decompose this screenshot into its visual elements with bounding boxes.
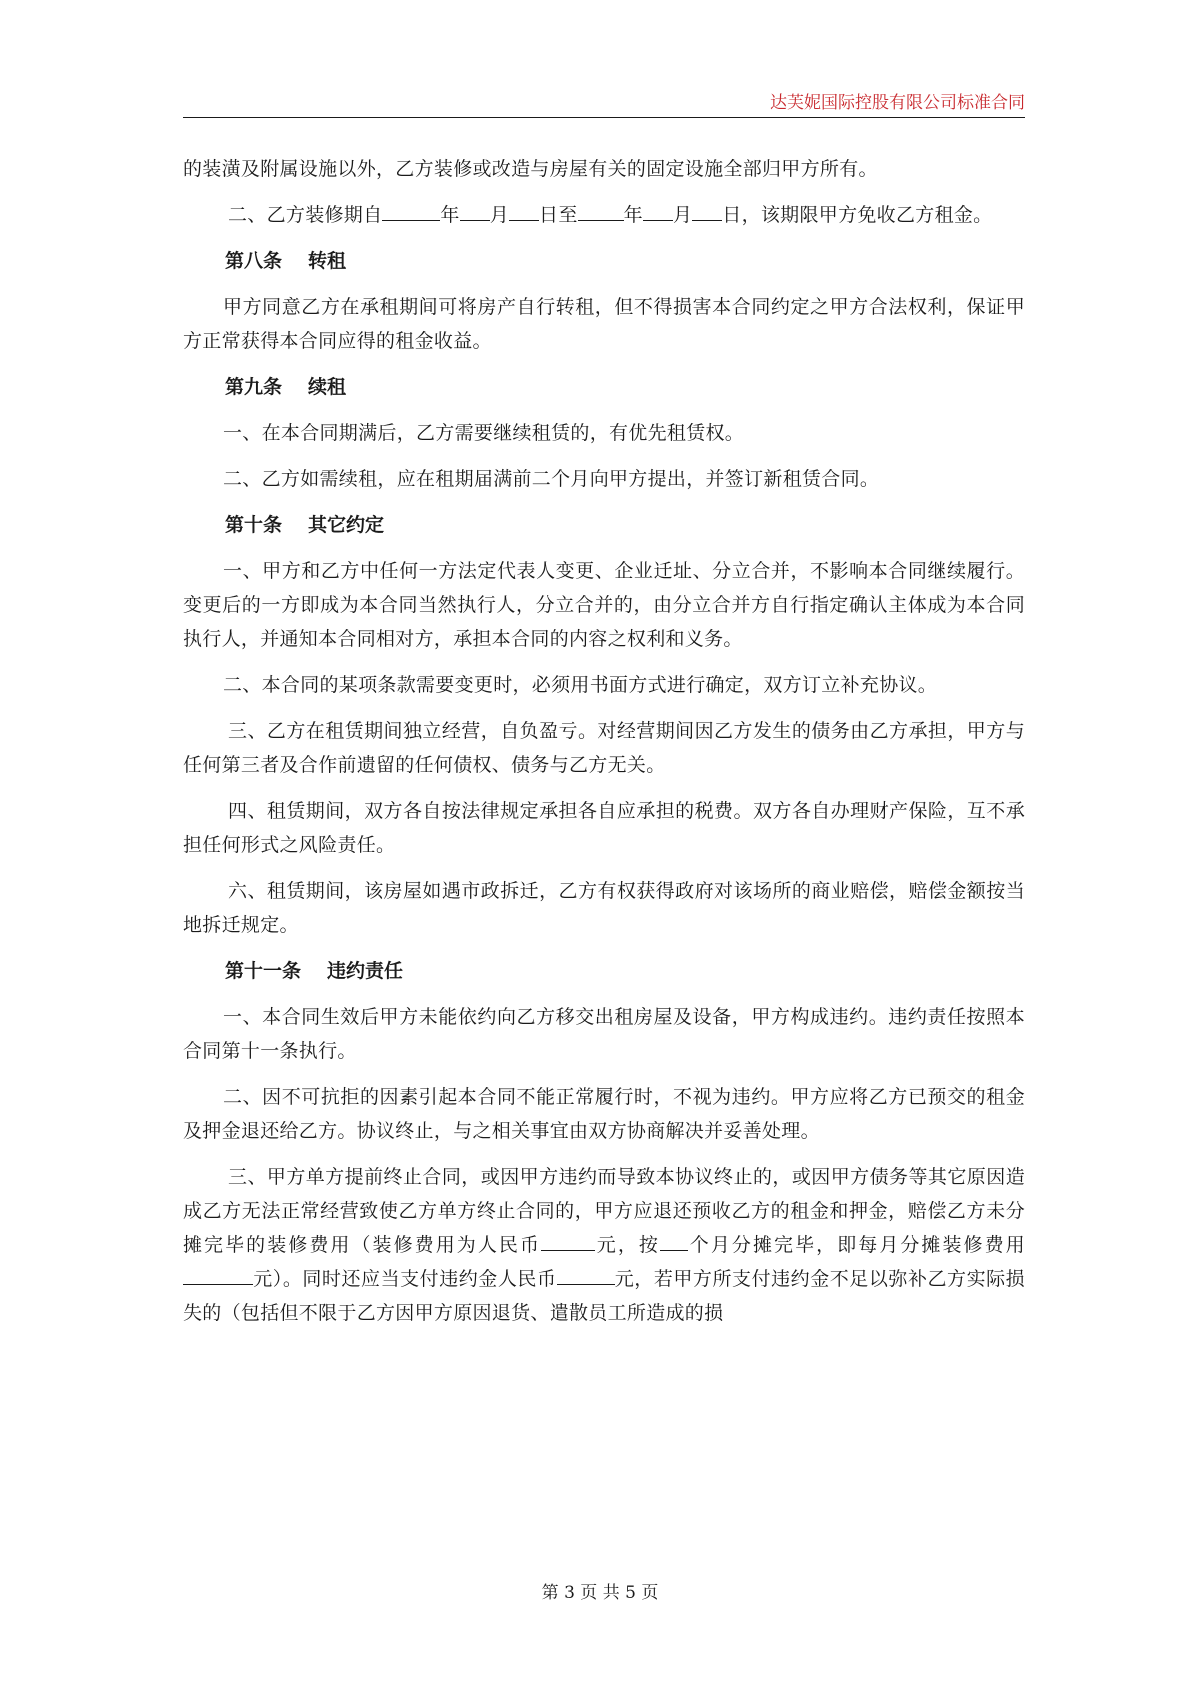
article-10-paragraph-6: 六、租赁期间，该房屋如遇市政拆迁，乙方有权获得政府对该场所的商业赔偿，赔偿金额按当地拆迁规定。 <box>183 880 1025 936</box>
art11-p3-text-1: 三、甲方单方提前终止合同，或因甲方违约而导致本协议终止的，或因甲方债务等其它原因造成乙方无法正常经营致使乙方单方终止合同的，甲方应退还预收乙方的租金和押金，赔偿乙方未分摊完毕的装修费用（装修费用为人民币 <box>183 1166 1025 1256</box>
art11-p3-text-3: 个月分摊完毕，即每月分摊装修费用 <box>688 1234 1025 1256</box>
article-8-heading <box>183 244 1025 278</box>
decor-year-label-2: 年 <box>623 204 643 226</box>
decor-month-label-2: 月 <box>672 204 693 226</box>
blank-end-month <box>643 198 673 221</box>
blank-months <box>660 1228 688 1251</box>
article-11-title: 违约责任 <box>327 960 404 982</box>
article-11-number: 第十一条 <box>225 960 302 982</box>
paragraph-intro: 的装潢及附属设施以外，乙方装修或改造与房屋有关的固定设施全部归甲方所有。 <box>183 158 878 180</box>
article-10-title: 其它约定 <box>308 514 385 536</box>
article-9-heading <box>183 370 1025 404</box>
article-8-paragraph-1: 甲方同意乙方在承租期间可将房产自行转租，但不得损害本合同约定之甲方合法权利，保证甲方正常获得本合同应得的租金收益。 <box>183 296 1025 352</box>
article-9-paragraph-2: 二、乙方如需续租，应在租期届满前二个月向甲方提出，并签订新租赁合同。 <box>223 468 880 490</box>
blank-decoration-cost <box>541 1228 595 1251</box>
decor-text-start: 二、乙方装修期自 <box>228 204 383 226</box>
paragraph-decoration-period <box>183 198 1025 232</box>
article-11-paragraph-3 <box>183 1160 1025 1330</box>
article-10-number: 第十条 <box>225 514 283 536</box>
blank-start-day <box>509 198 539 221</box>
article-10-heading <box>183 508 1025 542</box>
decor-text-end: 日，该期限甲方免收乙方租金。 <box>722 204 993 226</box>
blank-end-day <box>692 198 722 221</box>
article-10-paragraph-4: 四、租赁期间，双方各自按法律规定承担各自应承担的税费。双方各自办理财产保险，互不承担任何形式之风险责任。 <box>183 800 1025 856</box>
article-9-paragraph-1: 一、在本合同期满后，乙方需要继续租赁的，有优先租赁权。 <box>223 422 745 444</box>
article-10-paragraph-1: 一、甲方和乙方中任何一方法定代表人变更、企业迁址、分立合并，不影响本合同继续履行。变更后的一方即成为本合同当然执行人，分立合并的，由分立合并方自行指定确认主体成为本合同执行人，并通知本合同相对方，承担本合同的内容之权利和义务。 <box>183 560 1025 650</box>
art11-p3-text-4: 元）。同时还应当支付违约金人民币 <box>253 1268 557 1290</box>
blank-start-year <box>382 198 440 221</box>
blank-end-year <box>578 198 624 221</box>
article-9-number: 第九条 <box>225 376 283 398</box>
blank-start-month <box>460 198 490 221</box>
art11-p3-text-5: 元，若甲方所支付违约金不足以弥补乙方实际损失的（包括但不限于乙方因甲方原因退货、遣散员工所造成的损 <box>183 1268 1025 1324</box>
article-8-title: 转租 <box>308 250 347 272</box>
article-11-paragraph-2: 二、因不可抗拒的因素引起本合同不能正常履行时，不视为违约。甲方应将乙方已预交的租金及押金退还给乙方。协议终止，与之相关事宜由双方协商解决并妥善处理。 <box>183 1086 1025 1142</box>
article-9-title: 续租 <box>308 376 347 398</box>
header-company-contract: 达芙妮国际控股有限公司标准合同 <box>770 93 1025 113</box>
article-8-number: 第八条 <box>225 250 283 272</box>
document-header <box>183 88 1025 112</box>
decor-year-label: 年 <box>440 204 460 226</box>
article-11-paragraph-1: 一、本合同生效后甲方未能依约向乙方移交出租房屋及设备，甲方构成违约。违约责任按照本合同第十一条执行。 <box>183 1006 1025 1062</box>
decor-to-label: 日至 <box>539 204 578 226</box>
art11-p3-text-2: 元，按 <box>595 1234 660 1256</box>
article-10-paragraph-2: 二、本合同的某项条款需要变更时，必须用书面方式进行确定，双方订立补充协议。 <box>223 674 938 696</box>
article-11-heading <box>183 954 1025 988</box>
header-divider <box>183 117 1025 118</box>
page-number: 第 3 页 共 5 页 <box>541 1583 659 1603</box>
page-footer <box>0 1578 1200 1603</box>
decor-month-label: 月 <box>489 204 510 226</box>
blank-penalty <box>557 1262 615 1285</box>
document-body <box>183 152 1025 1342</box>
blank-monthly-cost <box>183 1262 253 1285</box>
article-10-paragraph-3: 三、乙方在租赁期间独立经营，自负盈亏。对经营期间因乙方发生的债务由乙方承担，甲方与任何第三者及合作前遗留的任何债权、债务与乙方无关。 <box>183 720 1025 776</box>
